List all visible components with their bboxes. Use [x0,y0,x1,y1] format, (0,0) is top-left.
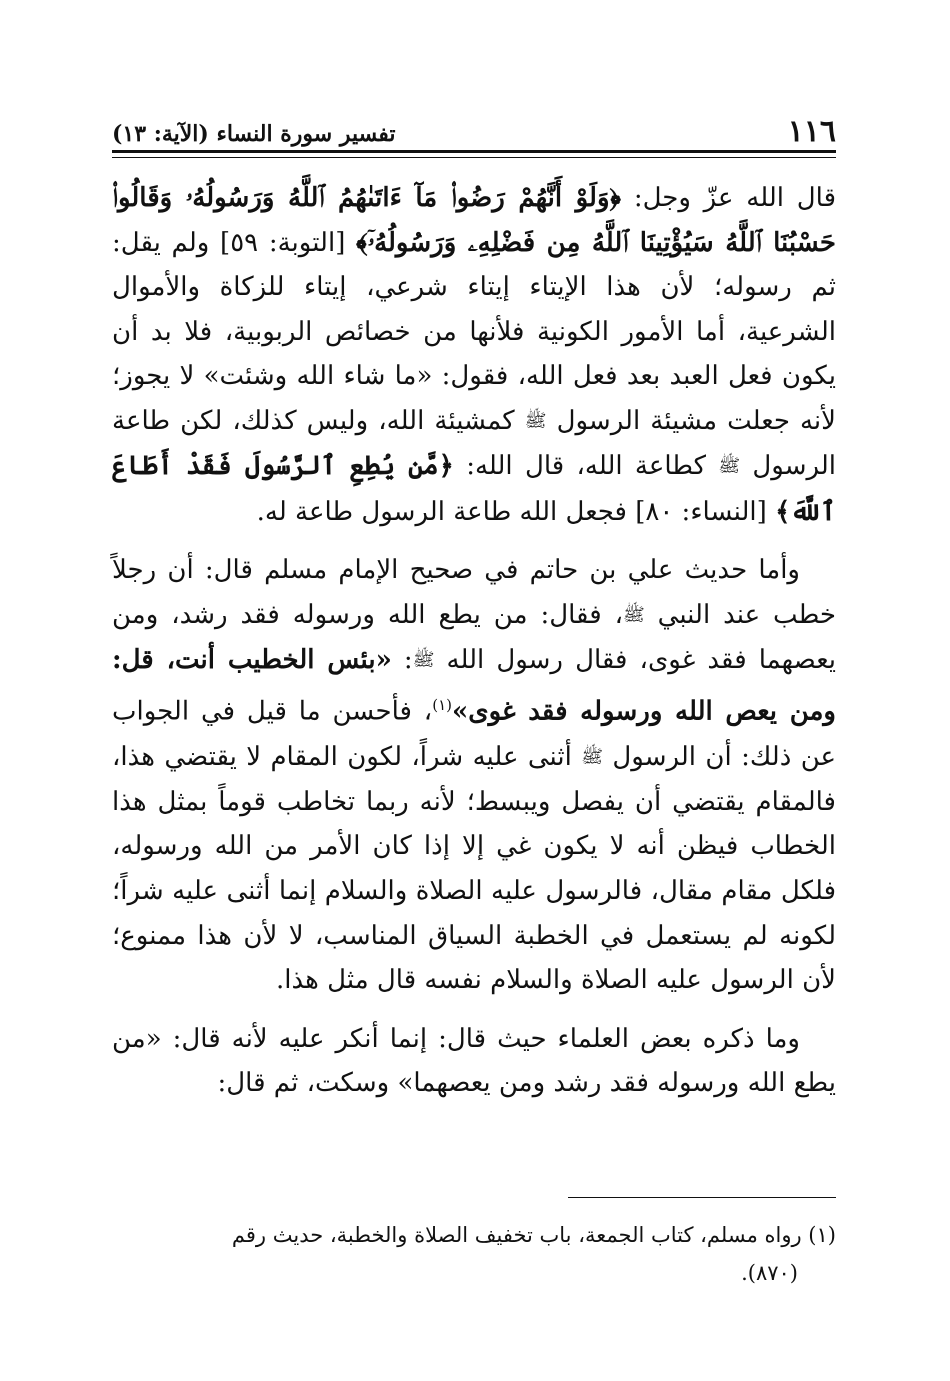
paragraph-1 [112,176,836,534]
header-rule-thin [112,157,836,158]
quran-verse-nisa-80: ﴿مَّن يُطِعِ ٱلرَّسُولَ فَقَدْ أَطَاعَ ٱللَّهَ﴾ [112,451,836,527]
salawat-symbol: ﷺ [622,604,645,626]
footnote-line-1: (١) رواه مسلم، كتاب الجمعة، باب تخفيف الصلاة والخطبة، حديث رقم [231,1223,836,1247]
p2-text-1: وأما حديث علي بن حاتم في صحيح الإمام مسلم قال: أن رجلاً خطب عند النبي [112,555,836,630]
p1-text-5: [النساء: ٨٠] فجعل الله طاعة الرسول طاعة له. [256,496,776,527]
hadith-quote: «بئس الخطيب أنت، قل: ومن يعص الله ورسوله فقد غوى» [112,645,836,727]
p2-text-4: ، فأحسن ما قيل في الجواب عن ذلك: أن الرسول [112,697,836,772]
p2-text-3: : [391,645,413,676]
quran-verse-tawbah-59: ﴿وَلَوْ أَنَّهُمْ رَضُوا۟ مَآ ءَاتَىٰهُمُ ٱللَّهُ وَرَسُولُهُۥ وَقَالُوا۟ حَسْبُنَا ٱللَّهُ سَيُؤْتِينَا ٱللَّهُ مِن فَضْلِهِۦ وَرَسُولُهُۥٓ﴾ [112,183,836,258]
salawat-symbol: ﷺ [412,649,435,671]
footnote-line-2: (٨٧٠). [741,1261,798,1285]
p1-text-4: كطاعة الله، قال الله: [453,451,719,482]
p1-text-2: [التوبة: ٥٩] ولم يقل: ثم رسوله؛ لأن هذا الإيتاء إيتاء شرعي، إيتاء للزكاة والأموال الشرعية، أما الأمور الكونية فلأنها من خصائص الربوبية، فلا بد أن يكون فعل العبد بعد فعل الله، فقول: «ما شاء الله وشئت» لا يجوز؛ لأنه جعلت مشيئة الرسول [112,227,836,436]
p1-text-1: قال الله عزّ وجل: [621,183,836,213]
footnote-rule [568,1197,836,1198]
p2-text-5: أثنى عليه شراً، لكون المقام لا يقتضي هذا، فالمقام يقتضي أن يفصل ويبسط؛ لأنه ربما تخاطب قوماً بمثل هذا الخطاب فيظن أنه لا يكون غي إلا إذا كان الأمر من الله ورسوله، فلكل مقام مقال، فالرسول عليه الصلاة والسلام إنما أثنى عليه شراً؛ لكونه لم يستعمل في الخطبة السياق المناسب، لا لأن هذا ممنوع؛ لأن الرسول عليه الصلاة والسلام نفسه قال مثل هذا. [112,741,836,996]
page-number: ١١٦ [787,114,836,149]
running-title: تفسير سورة النساء (الآية: ١٣) [112,121,396,147]
salawat-symbol: ﷺ [524,410,547,432]
footnote-marker: (١) [432,696,452,715]
body-text [112,176,836,1106]
header-rule-thick [112,150,836,153]
paragraph-2 [112,548,836,1003]
p2-text-2: ، فقال: من يطع الله ورسوله فقد رشد، ومن يعصهما فقد غوى، فقال رسول الله [112,599,836,676]
p3-text-1: وما ذكره بعض العلماء حيث قال: إنما أنكر عليه لأنه قال: «من يطع الله ورسوله فقد رشد ومن يعصهما» وسكت، ثم قال: [112,1023,836,1099]
footnote [112,1216,836,1292]
page-header [112,103,836,147]
paragraph-3 [112,1017,836,1106]
salawat-symbol: ﷺ [581,746,603,768]
salawat-symbol: ﷺ [718,455,741,477]
p1-text-3: كمشيئة الله، وليس كذلك، لكن طاعة الرسول [112,405,836,482]
